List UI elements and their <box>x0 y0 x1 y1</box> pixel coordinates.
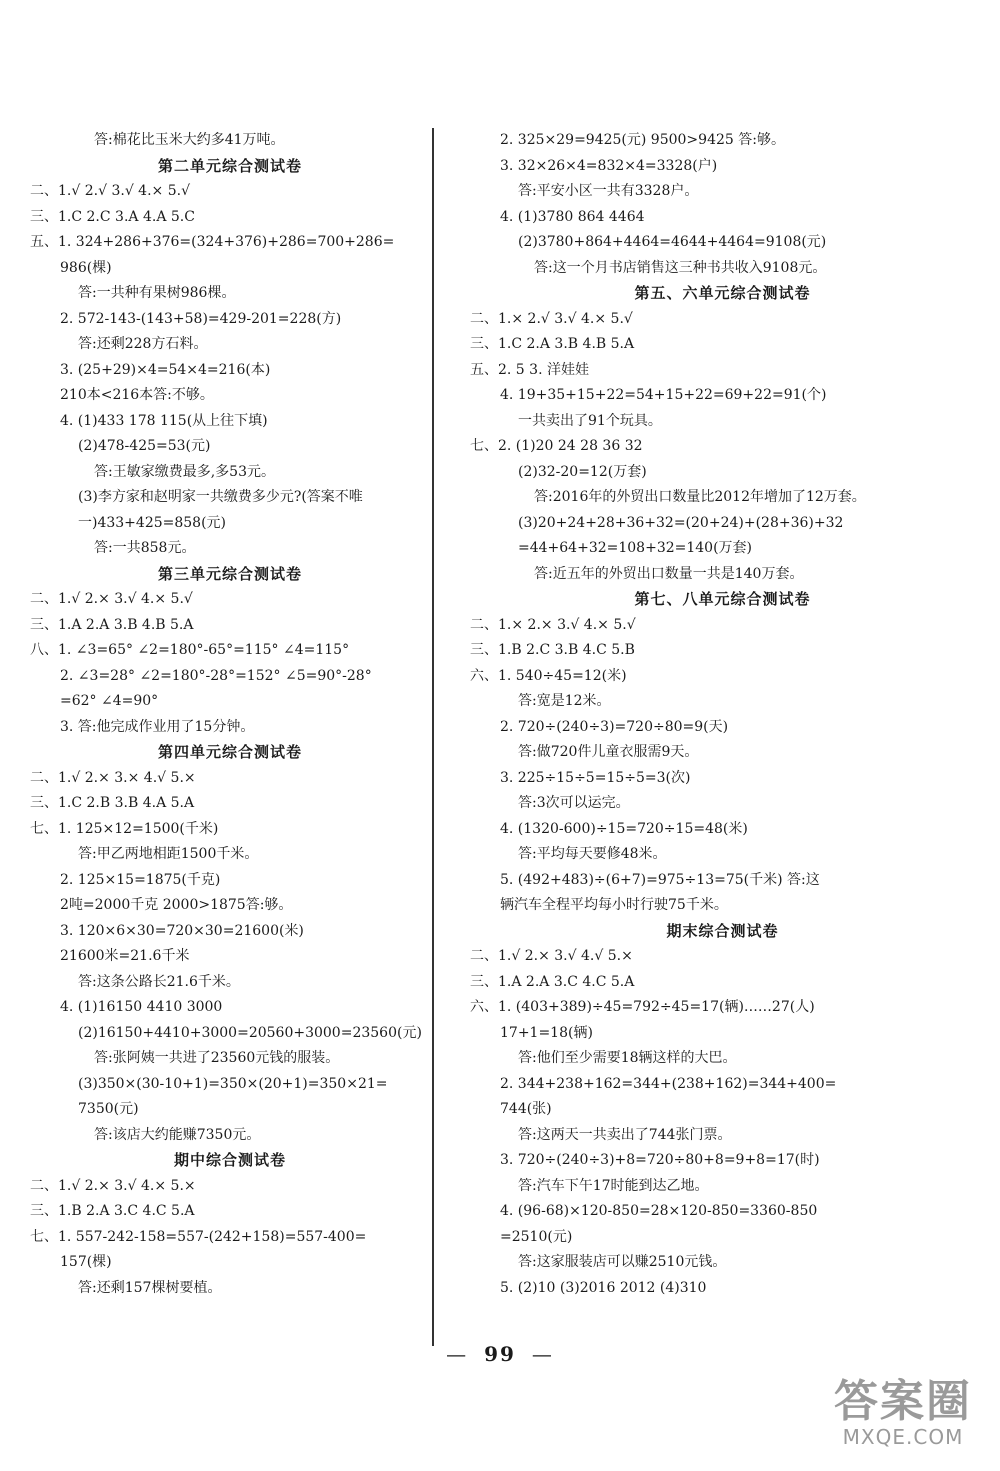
left-answer-line: 答:一共种有果树986棵。 <box>78 285 236 301</box>
left-answer-line: 二、1.√ 2.× 3.× 4.√ 5.× <box>30 769 196 786</box>
left-answer-line: 三、1.C 2.C 3.A 4.A 5.C <box>30 208 195 225</box>
right-section-title: 第五、六单元综合测试卷 <box>634 284 811 302</box>
left-answer-line: (2)478-425=53(元) <box>78 438 211 454</box>
right-answer-line: 二、1.× 2.√ 3.√ 4.× 5.√ <box>470 310 633 327</box>
right-answer-line: 七、2. (1)20 24 28 36 32 <box>470 438 643 454</box>
left-answer-line: 2. 572-143-(143+58)=429-201=228(方) <box>60 310 342 327</box>
page-number-text: 99 <box>484 1342 516 1366</box>
watermark-title: 答案圈 <box>834 1376 972 1427</box>
right-answer-line: 5. (2)10 (3)2016 2012 (4)310 <box>500 1279 707 1296</box>
left-answer-line: 三、1.C 2.B 3.B 4.A 5.A <box>30 795 195 811</box>
left-answer-line: 4. (1)16150 4410 3000 <box>60 999 223 1015</box>
right-answer-line: 二、1.√ 2.× 3.√ 4.√ 5.× <box>470 948 633 964</box>
page-number-dash-right: — <box>531 1342 554 1366</box>
right-answer-line: (2)32-20=12(万套) <box>518 463 647 480</box>
column-divider <box>432 128 434 1346</box>
right-answer-line: 答:2016年的外贸出口数量比2012年增加了12万套。 <box>534 489 866 505</box>
left-answer-line: 157(棵) <box>60 1254 112 1270</box>
right-answer-line: 4. (96-68)×120-850=28×120-850=3360-850 <box>500 1203 818 1219</box>
right-answer-line: 2. 720÷(240÷3)=720÷80=9(天) <box>500 718 729 735</box>
left-answer-line: 八、1. ∠3=65° ∠2=180°-65°=115° ∠4=115° <box>30 642 350 658</box>
right-answer-line: 4. (1)3780 864 4464 <box>500 208 645 225</box>
left-answer-line: 2吨=2000千克 2000>1875答:够。 <box>60 897 293 913</box>
right-answer-line: 5. (492+483)÷(6+7)=975÷13=75(千米) 答:这 <box>500 871 820 888</box>
left-answer-line: 答:还剩228方石料。 <box>78 336 208 352</box>
right-answer-line: 答:3次可以运完。 <box>518 795 630 811</box>
left-answer-line: 答:棉花比玉米大约多41万吨。 <box>94 132 285 148</box>
left-answer-line: 3. 答:他完成作业用了15分钟。 <box>60 718 255 735</box>
right-section-title: 期末综合测试卷 <box>666 921 779 940</box>
right-answer-line: 744(张) <box>500 1101 552 1117</box>
left-answer-line: 二、1.√ 2.× 3.√ 4.× 5.√ <box>30 591 193 607</box>
right-answer-line: 二、1.× 2.× 3.√ 4.× 5.√ <box>470 616 636 633</box>
left-answer-line: 答:这条公路长21.6千米。 <box>78 973 240 990</box>
right-answer-line: 三、1.C 2.A 3.B 4.B 5.A <box>470 336 635 352</box>
right-answer-column <box>470 128 975 1301</box>
left-answer-line: 3. 120×6×30=720×30=21600(米) <box>60 922 304 939</box>
left-answer-line: 一)433+425=858(元) <box>78 514 227 531</box>
right-answer-line: (3)20+24+28+36+32=(20+24)+(28+36)+32 <box>518 514 844 531</box>
left-answer-line: 三、1.A 2.A 3.B 4.B 5.A <box>30 616 194 633</box>
right-answer-line: 答:这家服装店可以赚2510元钱。 <box>518 1254 727 1270</box>
left-answer-line: (3)350×(30-10+1)=350×(20+1)=350×21= <box>78 1075 388 1092</box>
right-answer-line: 答:平均每天要修48米。 <box>518 846 667 862</box>
right-answer-line: 六、1. 540÷45=12(米) <box>470 667 627 684</box>
right-answer-line: 2. 344+238+162=344+(238+162)=344+400= <box>500 1075 837 1092</box>
right-answer-line: 答:平安小区一共有3328户。 <box>518 183 699 199</box>
left-answer-line: 答:王敏家缴费最多,多53元。 <box>94 463 275 480</box>
left-answer-line: 答:该店大约能赚7350元。 <box>94 1126 261 1143</box>
left-answer-line: 986(棵) <box>60 259 112 276</box>
right-answer-line: 答:汽车下午17时能到达乙地。 <box>518 1177 709 1194</box>
right-answer-line: 三、1.B 2.C 3.B 4.C 5.B <box>470 642 635 658</box>
left-answer-line: 答:一共858元。 <box>94 540 196 556</box>
right-answer-line: 答:做720件儿童衣服需9天。 <box>518 744 699 760</box>
right-answer-line: (2)3780+864+4464=4644+4464=9108(元) <box>518 234 827 250</box>
left-answer-line: 2. ∠3=28° ∠2=180°-28°=152° ∠5=90°-28° <box>60 667 372 684</box>
page-number-dash-left: — <box>446 1342 469 1366</box>
right-answer-line: 2. 325×29=9425(元) 9500>9425 答:够。 <box>500 132 785 148</box>
right-answer-line: =2510(元) <box>500 1228 573 1245</box>
left-answer-line: 七、1. 557-242-158=557-(242+158)=557-400= <box>30 1228 367 1245</box>
left-answer-line: 五、1. 324+286+376=(324+376)+286=700+286= <box>30 234 395 250</box>
left-answer-line: 4. (1)433 178 115(从上往下填) <box>60 412 268 429</box>
right-answer-line: 3. 32×26×4=832×4=3328(户) <box>500 157 718 174</box>
left-answer-line: 七、1. 125×12=1500(千米) <box>30 820 219 837</box>
right-answer-line: 辆汽车全程平均每小时行驶75千米。 <box>500 897 728 913</box>
left-answer-line: 21600米=21.6千米 <box>60 948 190 964</box>
right-answer-line: 一共卖出了91个玩具。 <box>518 412 662 429</box>
right-answer-line: 3. 225÷15÷5=15÷5=3(次) <box>500 769 691 786</box>
page-number <box>0 1342 1000 1366</box>
left-answer-line: 答:还剩157棵树要植。 <box>78 1279 222 1296</box>
right-answer-line: 答:他们至少需要18辆这样的大巴。 <box>518 1050 737 1066</box>
right-answer-line: 3. 720÷(240÷3)+8=720÷80+8=9+8=17(时) <box>500 1152 820 1168</box>
watermark-logo <box>834 1376 972 1449</box>
right-answer-line: 答:这一个月书店销售这三种书共收入9108元。 <box>534 259 827 276</box>
right-answer-line: 六、1. (403+389)÷45=792÷45=17(辆)……27(人) <box>470 999 815 1015</box>
right-answer-line: 4. (1320-600)÷15=720÷15=48(米) <box>500 820 748 837</box>
right-answer-line: 答:这两天一共卖出了744张门票。 <box>518 1126 732 1143</box>
right-answer-line: 17+1=18(辆) <box>500 1024 593 1041</box>
right-section-title: 第七、八单元综合测试卷 <box>634 590 811 608</box>
left-answer-line: 210本<216本答:不够。 <box>60 387 214 403</box>
right-answer-line: 4. 19+35+15+22=54+15+22=69+22=91(个) <box>500 387 827 403</box>
left-answer-line: =62° ∠4=90° <box>60 693 159 709</box>
right-answer-line: =44+64+32=108+32=140(万套) <box>518 540 753 556</box>
left-answer-line: 二、1.√ 2.× 3.√ 4.× 5.× <box>30 1177 196 1194</box>
right-answer-line: 三、1.A 2.A 3.C 4.C 5.A <box>470 973 635 990</box>
left-answer-line: 三、1.B 2.A 3.C 4.C 5.A <box>30 1203 195 1219</box>
right-answer-line: 答:近五年的外贸出口数量一共是140万套。 <box>534 565 804 582</box>
left-answer-line: (3)李方家和赵明家一共缴费多少元?(答案不唯 <box>78 489 363 505</box>
left-answer-line: 答:张阿姨一共进了23560元钱的服装。 <box>94 1050 340 1066</box>
left-answer-line: 7350(元) <box>78 1101 139 1117</box>
watermark-url: MXQE.COM <box>842 1425 964 1449</box>
left-section-title: 期中综合测试卷 <box>173 1151 286 1169</box>
left-answer-column <box>30 128 430 1301</box>
left-section-title: 第二单元综合测试卷 <box>157 156 302 175</box>
left-answer-line: 答:甲乙两地相距1500千米。 <box>78 846 259 862</box>
left-section-title: 第三单元综合测试卷 <box>157 564 302 583</box>
left-answer-line: 二、1.√ 2.√ 3.√ 4.× 5.√ <box>30 183 191 199</box>
left-answer-line: 3. (25+29)×4=54×4=216(本) <box>60 361 271 378</box>
right-answer-line: 五、2. 5 3. 洋娃娃 <box>470 361 589 378</box>
left-section-title: 第四单元综合测试卷 <box>157 743 302 761</box>
right-answer-line: 答:宽是12米。 <box>518 693 611 709</box>
left-answer-line: (2)16150+4410+3000=20560+3000=23560(元) <box>78 1024 422 1041</box>
left-answer-line: 2. 125×15=1875(千克) <box>60 871 221 888</box>
